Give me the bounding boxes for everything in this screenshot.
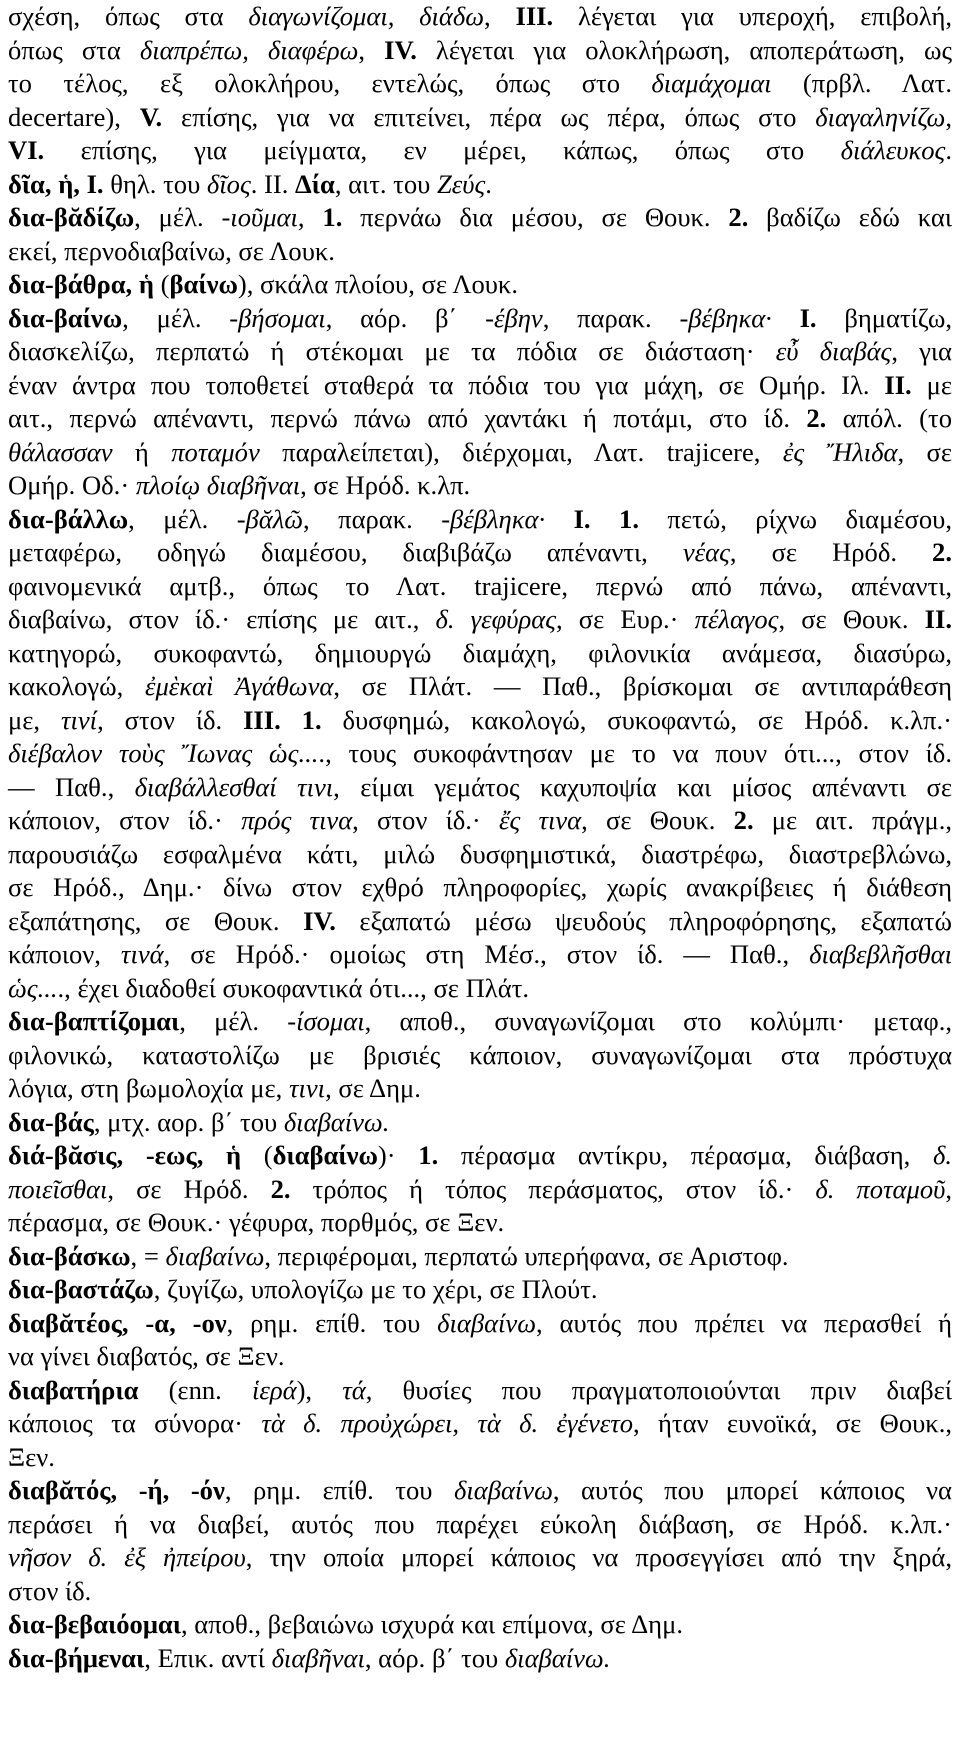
text-run: αιτ., περνώ απέναντι, περνώ πάνω από χαντάκι ή ποτάμι, στο ίδ. [8, 403, 807, 433]
text-line [8, 637, 952, 671]
text-run: τρόπος ή τόπος περάσματος, στον ίδ.· [290, 1173, 816, 1204]
text-line [8, 235, 952, 269]
italic-text: νέας [682, 537, 730, 567]
text-line [8, 1541, 952, 1575]
text-run: , ήταν ευνοϊκά, σε Θουκ., [633, 1408, 952, 1438]
text-run: , θυσίες που πραγματοποιούνται πριν διαβεί [365, 1374, 953, 1405]
text-run: φιλονικώ, καταστολίζω με βρισιές κάποιον, συναγωνίζομαι στα πρόστυχα [8, 1039, 952, 1070]
italic-text: διαβαίνω [165, 1240, 265, 1271]
text-line [8, 268, 952, 302]
text-run: πετώ, ρίχνω διαμέσου, [638, 503, 952, 534]
italic-text: τά [342, 1374, 366, 1405]
text-line [8, 503, 952, 537]
text-line [8, 570, 952, 604]
text-run: , στον ίδ.· [352, 805, 499, 835]
headword: 2. [932, 537, 952, 567]
text-run: λέγεται για ολοκλήρωση, αποπεράτωση, ως [416, 34, 953, 65]
italic-text: διαβαίνω. [504, 1642, 611, 1673]
italic-text: διαπρέπω, διαφέρω [139, 34, 359, 65]
headword: II. [924, 604, 952, 634]
text-run: με αιτ. πράγμ., [753, 805, 952, 835]
headword: δια-βᾰδίζω [8, 202, 135, 232]
text-run: σε Ηρόδ., Δημ.· δίνω στον εχθρό πληροφορίες, χωρίς ανακρίβειες ή διάθεση [8, 872, 952, 902]
text-line [8, 603, 952, 637]
text-run: decertare), [8, 101, 140, 132]
text-run: ., έχει διαδοθεί συκοφαντικά ότι..., σε Πλάτ. [57, 972, 529, 1003]
text-run: , αιτ. του [334, 168, 437, 199]
text-run: , αποθ., βεβαιώνω ισχυρά και επίμονα, σε Δημ. [180, 1609, 683, 1639]
text-line [8, 1642, 952, 1676]
text-run: , σε Ηρόδ.· ομοίως στη Μέσ., στον ίδ. — Παθ., [163, 939, 810, 969]
text-line [8, 1374, 952, 1408]
headword: 2. [270, 1173, 291, 1204]
text-line [8, 34, 952, 68]
text-run: Ομήρ. Οδ.· [8, 470, 136, 500]
text-run: . II. [250, 168, 296, 199]
italic-text: -βέβηκα· [679, 302, 772, 333]
text-line [8, 1106, 952, 1140]
text-run: , σε Θουκ. [581, 805, 734, 835]
text-line [8, 1039, 952, 1073]
text-line [8, 704, 952, 738]
text-run: ( [153, 269, 170, 299]
text-line [8, 1340, 952, 1374]
text-run: , αυτός που μπορεί κάποιος να [552, 1475, 952, 1505]
text-run: , στον ίδ. [97, 704, 244, 735]
text-run: , σε Ηρόδ. [107, 1173, 271, 1204]
text-run: , ρημ. επίθ. του [226, 1307, 438, 1338]
text-run: , μτχ. αορ. β΄ του [93, 1106, 284, 1137]
italic-text: -βέβληκα· [441, 503, 546, 534]
text-run: κατηγορώ, συκοφαντώ, δημιουργώ διαμάχη, φιλονικία ανάμεσα, διασύρω, [8, 637, 952, 668]
text-run: , σε Δημ. [325, 1073, 421, 1103]
text-run [772, 303, 800, 333]
text-line [8, 1474, 952, 1508]
text-run: . [945, 135, 952, 165]
text-run: , αόρ. β΄ [325, 302, 486, 333]
headword: δια-βάλλω [8, 503, 129, 534]
text-line [8, 938, 952, 972]
text-run: μεταφέρω, οδηγώ διαμέσου, διαβιβάζω απέναντι, [8, 537, 683, 567]
text-run: πέρασμα, σε Θουκ.· γέφυρα, πορθμός, σε Ξεν. [8, 1207, 505, 1237]
text-run: με [911, 369, 952, 400]
headword: δια-βάς [8, 1106, 94, 1137]
text-line [8, 838, 952, 872]
text-line [8, 67, 952, 101]
text-run: ), [296, 1374, 343, 1405]
text-run: , = [130, 1240, 166, 1271]
text-run: ή [112, 436, 172, 467]
text-run: έναν άντρα που τοποθετεί σταθερά τα πόδια του για μάχη, σε Ομήρ. Ιλ. [8, 369, 885, 400]
headword: δια-βήμεναι [8, 1642, 145, 1673]
text-run: κάποιον, [8, 939, 121, 969]
text-line [8, 1072, 952, 1106]
italic-text: πρός τινα [241, 805, 353, 835]
headword: 1. [418, 1140, 439, 1170]
text-run: ( [241, 1140, 273, 1170]
italic-text: θάλασσαν [8, 436, 113, 467]
text-run: , σε Θουκ. [778, 604, 925, 634]
italic-text: Ζεύς [436, 168, 486, 199]
headword: δῖα, ἡ, I. [8, 168, 104, 199]
headword: δια-βεβαιόομαι [8, 1609, 181, 1639]
headword: δια-βάσκω [8, 1240, 131, 1271]
headword: Δία [295, 168, 335, 199]
headword: διαβᾰτός, -ή, -όν [8, 1475, 225, 1505]
italic-text: δ. ποταμοῦ [815, 1173, 946, 1204]
text-run: διασκελίζω, περπατώ ή στέκομαι με τα πόδια σε διάσταση· [8, 336, 776, 366]
text-run: , σε Ηρόδ. κ.λπ. [300, 470, 471, 500]
text-run: , είμαι γεμάτος καχυποψία και μίσος απέναντι σε [333, 771, 952, 802]
text-run: περάσει ή να διαβεί, αυτός που παρέχει εύκολη διάβαση, σε Ηρόδ. κ.λπ.· [8, 1508, 952, 1539]
text-line [8, 335, 952, 369]
headword: 1. [322, 202, 343, 232]
italic-text: διαβεβλῆσθαι [809, 939, 952, 969]
italic-text: τινά [120, 939, 164, 969]
text-line [8, 1139, 952, 1173]
headword: III. 1. [243, 704, 322, 735]
text-run: , μέλ. [128, 503, 237, 534]
italic-text: -ίσομαι [287, 1006, 365, 1036]
text-line [8, 1307, 952, 1341]
text-line [8, 1575, 952, 1609]
italic-text: -ιοῦμαι [221, 202, 298, 232]
text-run: κακολογώ, [8, 671, 145, 701]
text-run: . [485, 168, 492, 199]
italic-text: τινί [60, 704, 98, 735]
italic-text: εὖ διαβάς [775, 336, 892, 366]
text-run: , σε Ηρόδ. [729, 537, 933, 567]
text-run: φαινομενικά αμτβ., όπως το Λατ. trajicere, περνώ από πάνω, απέναντι, [8, 570, 952, 601]
text-run: εξαπάτησης, σε Θουκ. [8, 905, 304, 936]
italic-text: διαβαίνω [453, 1475, 553, 1505]
text-line [8, 369, 952, 403]
italic-text: ὡς... [8, 972, 58, 1003]
text-line [8, 1608, 952, 1642]
text-run: , μέλ. [134, 202, 222, 232]
text-line [8, 871, 952, 905]
headword: 2. [806, 403, 827, 433]
text-run: κάποιος τα σύνορα· [8, 1408, 262, 1438]
italic-text: δ. [932, 1140, 952, 1170]
italic-text: ἐς Ἤλιδα [782, 436, 898, 467]
headword: δια-βαπτίζομαι [8, 1006, 180, 1036]
text-line [8, 804, 952, 838]
text-run: επίσης, για μείγματα, εν μέρει, κάπως, όπως στο [44, 135, 841, 165]
text-line [8, 1508, 952, 1542]
text-line [8, 737, 952, 771]
text-run: , [297, 202, 323, 232]
text-line [8, 168, 952, 202]
text-run: κάποιον, στον ίδ.· [8, 805, 242, 835]
text-run: Ξεν. [8, 1441, 55, 1472]
italic-text: τὰ δ. προὐχώρει, τὰ δ. ἐγένετο [261, 1408, 634, 1438]
headword: διαβατήρια [8, 1374, 139, 1405]
text-run: λόγια, στη βωμολοχία με, [8, 1073, 289, 1103]
headword: δια-βάθρα, ἡ [8, 269, 154, 299]
text-line [8, 0, 952, 34]
text-run: (εnn. [138, 1374, 252, 1405]
text-run: διαβαίνω, στον ίδ.· επίσης με αιτ., [8, 604, 436, 634]
italic-text: διαμάχομαι [651, 68, 772, 98]
text-run: , αποθ., συναγωνίζομαι στο κολύμπι· μεταφ., [364, 1006, 952, 1036]
text-run: , αόρ. β΄ του [364, 1642, 505, 1673]
text-run: , παρακ. [303, 503, 442, 534]
headword: I. [799, 302, 817, 333]
text-run: )· [377, 1140, 419, 1170]
text-line [8, 302, 952, 336]
text-run: ., τους συκοφάντησαν με το να πουν ότι..., στον ίδ. [318, 738, 952, 768]
text-run: βαδίζω εδώ και [748, 202, 953, 232]
text-run [545, 504, 573, 534]
text-line [8, 972, 952, 1006]
text-line [8, 436, 952, 470]
text-line [8, 201, 952, 235]
text-run: βηματίζω, [816, 302, 952, 333]
text-run: , [358, 34, 385, 65]
text-run: , [484, 1, 516, 31]
text-line [8, 469, 952, 503]
italic-text: διαγαληνίζω [815, 101, 946, 132]
italic-text: τινι [288, 1073, 326, 1103]
italic-text: ἔς τινα [498, 805, 582, 835]
text-line [8, 101, 952, 135]
italic-text: διάλευκος [840, 135, 946, 165]
text-line [8, 905, 952, 939]
italic-text: διαγωνίζομαι, διάδω [248, 1, 485, 31]
text-line [8, 771, 952, 805]
text-run: , σε Ευρ.· [556, 604, 695, 634]
italic-text: διαβαίνω [437, 1307, 536, 1338]
text-run: , σε Πλάτ. — Παθ., βρίσκομαι σε αντιπαράθεση [333, 671, 952, 701]
text-line [8, 402, 952, 436]
headword: δια-βαίνω [8, 302, 123, 333]
headword: διαβαίνω [272, 1140, 378, 1170]
headword: δια-βαστάζω [8, 1274, 154, 1304]
text-run: — Παθ., [8, 771, 135, 802]
text-run: παραλείπεται), διέρχομαι, Λατ. trajicere, [259, 436, 783, 467]
headword: βαίνω [169, 269, 238, 299]
text-line [8, 1273, 952, 1307]
headword: V. [139, 101, 163, 132]
text-run: το τέλος, εξ ολοκλήρου, εντελώς, όπως στο [8, 68, 652, 98]
italic-text: διαβάλλεσθαί τινι [134, 771, 334, 802]
text-run: , για [891, 336, 952, 366]
italic-text: διαβῆναι [271, 1642, 365, 1673]
text-run: , αυτός που πρέπει να περασθεί ή [536, 1307, 952, 1338]
text-run: περνάω δια μέσου, σε Θουκ. [342, 202, 729, 232]
text-run: εκεί, περνοδιαβαίνω, σε Λουκ. [8, 235, 335, 266]
text-run: θηλ. του [103, 168, 207, 199]
text-run: , την οποία μπορεί κάποιος να προσεγγίσει από την ξηρά, [245, 1542, 952, 1572]
headword: 2. [733, 805, 754, 835]
headword: διά-βᾰσις, -εως, ἡ [8, 1140, 242, 1170]
italic-text: ἱερά [251, 1374, 297, 1405]
text-line [8, 1005, 952, 1039]
headword: II. [884, 369, 912, 400]
text-line [8, 1441, 952, 1475]
headword: III. [515, 1, 554, 31]
text-run: εξαπατώ μέσω ψευδούς πληροφόρησης, εξαπατώ [335, 905, 952, 936]
text-run: , ρημ. επίθ. του [224, 1475, 454, 1505]
text-run: , Επικ. αντί [144, 1642, 272, 1673]
italic-text: δ. γεφύρας [435, 604, 557, 634]
text-line [8, 536, 952, 570]
text-line [8, 1206, 952, 1240]
text-run: να γίνει διαβατός, σε Ξεν. [8, 1341, 285, 1371]
text-run: σχέση, όπως στα [8, 1, 249, 31]
text-run: επίσης, για να επιτείνει, πέρα ως πέρα, όπως στο [162, 101, 816, 132]
text-run: , [945, 101, 952, 132]
italic-text: ποταμόν [171, 436, 260, 467]
text-run: απόλ. (το [826, 403, 952, 433]
italic-text: -έβην [485, 302, 543, 333]
text-run: όπως στα [8, 34, 140, 65]
headword: I. 1. [573, 503, 639, 534]
text-run: , ζυγίζω, υπολογίζω με το χέρι, σε Πλούτ. [153, 1274, 598, 1304]
text-run: ), σκάλα πλοίου, σε Λουκ. [237, 269, 518, 299]
text-line [8, 134, 952, 168]
italic-text: ἐμὲκαὶ Ἀγάθωνα [144, 671, 334, 701]
text-line [8, 670, 952, 704]
text-run: , σε [897, 436, 952, 467]
text-run: , μέλ. [179, 1006, 288, 1036]
italic-text: πλοίῳ διαβῆναι [135, 470, 301, 500]
italic-text: διαβαίνω. [283, 1106, 390, 1137]
text-run: πέρασμα αντίκρυ, πέρασμα, διάβαση, [438, 1140, 933, 1170]
text-run: (πρβλ. Λατ. [771, 68, 953, 98]
italic-text: νῆσον δ. ἐξ ἠπείρου [8, 1542, 246, 1572]
headword: VI. [8, 135, 45, 165]
headword: 2. [728, 202, 749, 232]
text-run: στον ίδ. [8, 1575, 92, 1606]
text-line [8, 1240, 952, 1274]
text-line [8, 1173, 952, 1207]
text-run: , [945, 1173, 952, 1204]
italic-text: -βᾰλῶ [236, 503, 304, 534]
headword: IV. [384, 34, 417, 65]
italic-text: διέβαλον τοὺς Ἴωνας ὡς... [8, 738, 319, 768]
text-run: με, [8, 704, 61, 735]
italic-text: δῖος [206, 168, 251, 199]
italic-text: -βήσομαι [229, 302, 326, 333]
text-run: παρουσιάζω εσφαλμένα κάτι, μιλώ δυσφημιστικά, διαστρέφω, διαστρεβλώνω, [8, 838, 952, 869]
headword: IV. [303, 905, 336, 936]
text-run: δυσφημώ, κακολογώ, συκοφαντώ, σε Ηρόδ. κ.λπ.· [321, 704, 952, 735]
headword: διαβᾰτέος, -α, -ον [8, 1307, 227, 1338]
text-run: , μέλ. [122, 302, 230, 333]
text-line [8, 1407, 952, 1441]
italic-text: ποιεῖσθαι [8, 1173, 108, 1204]
text-run: , παρακ. [542, 302, 680, 333]
italic-text: πέλαγος [694, 604, 779, 634]
text-run: λέγεται για υπεροχή, επιβολή, [553, 1, 953, 31]
text-run: , περιφέρομαι, περπατώ υπερήφανα, σε Αριστοφ. [264, 1240, 789, 1271]
